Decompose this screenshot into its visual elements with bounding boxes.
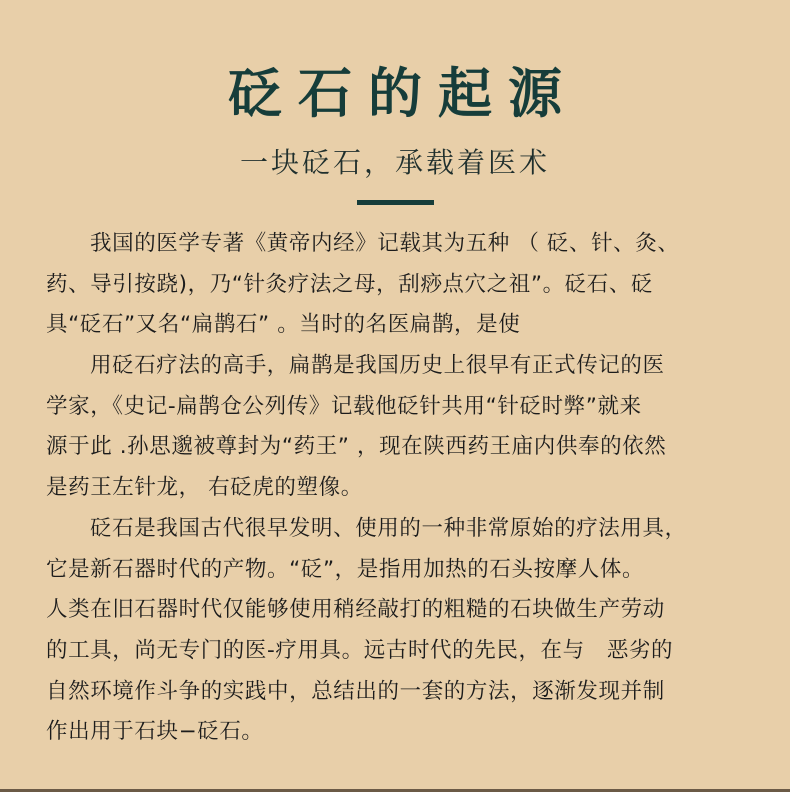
- paragraph-line: 砭石是我国古代很早发明、使用的一种非常原始的疗法用具，: [90, 515, 687, 541]
- paragraph-line: 用砭石疗法的高手，扁鹊是我国历史上很早有正式传记的医: [90, 353, 665, 379]
- paragraph-line: 是药王左针龙， 右砭虎的塑像。: [46, 475, 363, 501]
- paragraph-line: 学家，《史记-扁鹊仓公列传》记载他砭针共用“针砭时弊”就来: [46, 393, 642, 419]
- paragraph-line: 它是新石器时代的产物。“砭”，是指用加热的石头按摩人体。: [46, 556, 645, 582]
- paragraph-line: 具“砭石”又名“扁鹊石” 。当时的名医扁鹊，是使: [46, 312, 521, 338]
- page-subtitle: 一块砭石，承载着医术: [239, 146, 550, 179]
- paragraph-line: 人类在旧石器时代仅能够使用稍经敲打的粗糙的石块做生产劳动: [46, 597, 665, 623]
- paragraph-line: 我国的医学专著《黄帝内经》记载其为五种 （ 砭、针、灸、: [90, 231, 680, 256]
- paragraph-line: 药、导引按跷)，乃“针灸疗法之母，刮痧点穴之祖”。砭石、砭: [46, 271, 654, 297]
- paragraph-line: 的工具，尚无专门的医-疗用具。远古时代的先民，在与 恶劣的: [46, 637, 674, 663]
- article-body: [46, 224, 751, 753]
- paragraph-line: 自然环境作斗争的实践中，总结出的一套的方法，逐渐发现并制: [46, 678, 665, 704]
- title-divider: [357, 200, 434, 205]
- paragraph-line: 源于此 .孙思邈被尊封为“药王” ，现在陕西药王庙内供奉的依然: [46, 434, 667, 460]
- page-title: 砭石的起源: [228, 62, 578, 125]
- paragraph-line: 作出用于石块−砭石。: [46, 719, 264, 745]
